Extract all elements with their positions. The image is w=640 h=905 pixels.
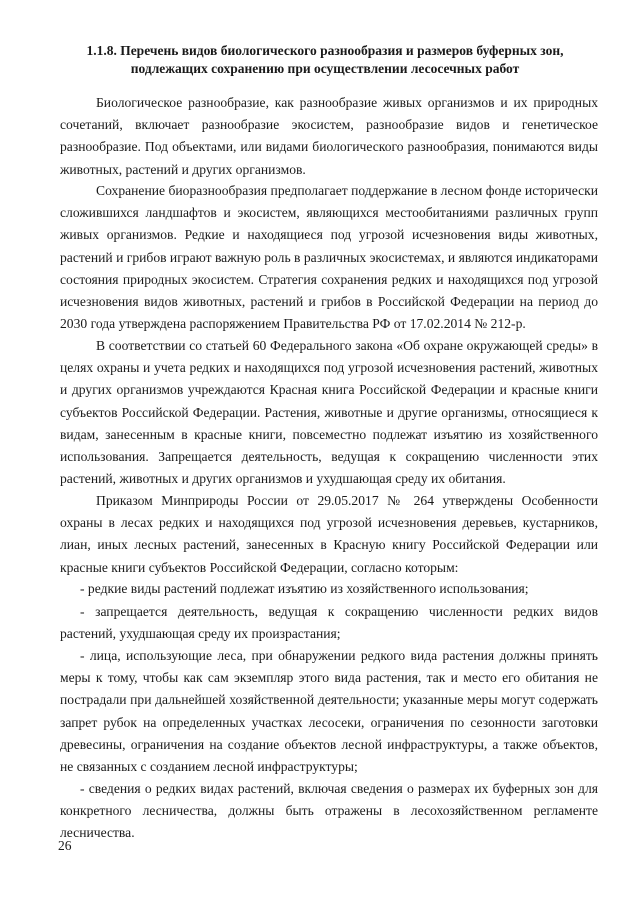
- section-heading-line-1: 1.1.8. Перечень видов биологического разнообразия и размеров буферных зон,: [86, 43, 564, 58]
- list-item-forest-user-measures: - лица, использующие леса, при обнаружении редкого вида растения должны принять меры к тому, чтобы как сам экземпляр этого вида растения, так и место его обитания не пострадали при дальнейшей хозяйственной деятельности; указанные меры могут содержать запрет рубок на определенных участках лесосеки, ограничения по сезонности заготовки древесины, ограничения на создание объектов лесной инфраструктуры, а также объектов, не связанных с созданием лесной инфраструктуры;: [60, 648, 598, 775]
- list-item-rare-species-information: - сведения о редких видах растений, включая сведения о размерах их буферных зон для конкретного лесничества, должны быть отражены в лесохозяйственном регламенте лесничества.: [60, 781, 598, 841]
- paragraph-federal-law: В соответствии со статьей 60 Федерального закона «Об охране окружающей среды» в целях охраны и учета редких и находящихся под угрозой исчезновения растений, животных и других организмов учреждаются Красная книга Российской Федерации и красные книги субъектов Российской Федерации. Растения, животные и другие организмы, относящиеся к видам, занесенным в красные книги, повсеместно подлежат изъятию из хозяйственного использования. Запрещается деятельность, ведущая к сокращению численности этих растений, животных и других организмов и ухудшающая среду их обитания.: [60, 338, 598, 487]
- page-number: 26: [58, 838, 72, 853]
- list-item-rare-species-withdrawal: - редкие виды растений подлежат изъятию из хозяйственного использования;: [80, 581, 529, 596]
- list-item-activity-prohibited: - запрещается деятельность, ведущая к сокращению численности редких видов растений, ухудшающая среду их произрастания;: [60, 604, 598, 642]
- paragraph-ministry-order: Приказом Минприроды России от 29.05.2017 № 264 утверждены Особенности охраны в лесах редких и находящихся под угрозой исчезновения деревьев, кустарников, лиан, иных лесных растений, занесенных в Красную книгу Российской Федерации или красные книги субъектов Российской Федерации, согласно которым:: [60, 493, 598, 575]
- paragraph-biodiversity-conservation: Сохранение биоразнообразия предполагает поддержание в лесном фонде исторически сложившихся ландшафтов и экосистем, являющихся местообитаниями различных групп живых организмов. Редкие и находящиеся под угрозой исчезновения виды животных, растений и грибов играют важную роль в различных экосистемах, и являются индикаторами состояния природных экосистем. Стратегия сохранения редких и находящихся под угрозой исчезновения видов животных, растений и грибов в Российской Федерации на период до 2030 года утверждена распоряжением Правительства РФ от 17.02.2014 № 212-р.: [60, 183, 598, 332]
- section-heading-line-2: подлежащих сохранению при осуществлении лесосечных работ: [130, 61, 520, 76]
- paragraph-biodiversity-definition: Биологическое разнообразие, как разнообразие живых организмов и их природных сочетаний, включает разнообразие экосистем, разнообразие видов и генетическое разнообразие. Под объектами, или видами биологического разнообразия, понимаются виды животных, растений и других организмов.: [60, 95, 598, 177]
